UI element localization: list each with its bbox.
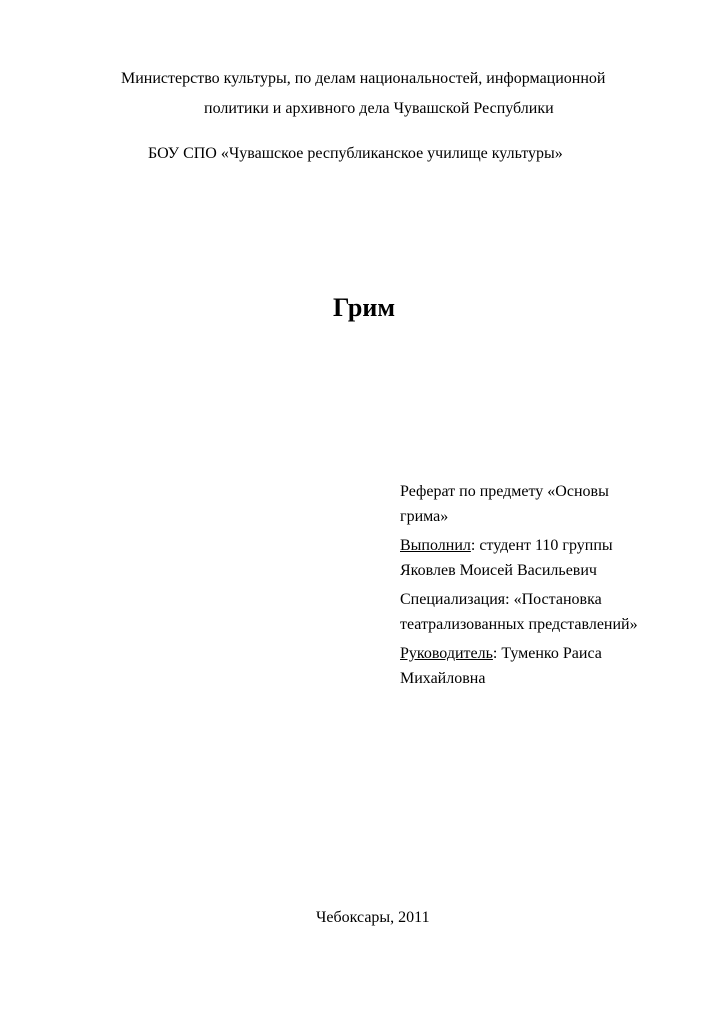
author-rest: : студент 110 группы bbox=[470, 537, 613, 554]
supervisor-label: Руководитель bbox=[400, 645, 493, 662]
subject-line-1: Реферат по предмету «Основы bbox=[400, 483, 609, 500]
city-year: Чебоксары, 2011 bbox=[316, 909, 430, 926]
subject-line-2: грима» bbox=[400, 507, 449, 525]
supervisor-paragraph bbox=[400, 642, 700, 691]
title-info-block bbox=[400, 480, 700, 696]
author-name: Яковлев Моисей Васильевич bbox=[400, 561, 597, 579]
supervisor-rest: : Туменко Раиса bbox=[492, 645, 602, 662]
supervisor-name: Михайловна bbox=[400, 669, 486, 687]
institution-name: БОУ СПО «Чувашское республиканское училище культуры» bbox=[148, 145, 563, 162]
ministry-line-1: Министерство культуры, по делам национальностей, информационной bbox=[121, 70, 606, 87]
specialization-paragraph bbox=[400, 588, 700, 637]
specialization-line-2: театрализованных представлений» bbox=[400, 615, 638, 633]
specialization-line-1: Специализация: «Постановка bbox=[400, 591, 602, 608]
author-paragraph bbox=[400, 534, 700, 583]
subject-paragraph bbox=[400, 480, 700, 529]
ministry-line-2: политики и архивного дела Чувашской Республики bbox=[204, 100, 554, 117]
document-title: Грим bbox=[332, 293, 396, 322]
author-label: Выполнил bbox=[400, 537, 471, 554]
